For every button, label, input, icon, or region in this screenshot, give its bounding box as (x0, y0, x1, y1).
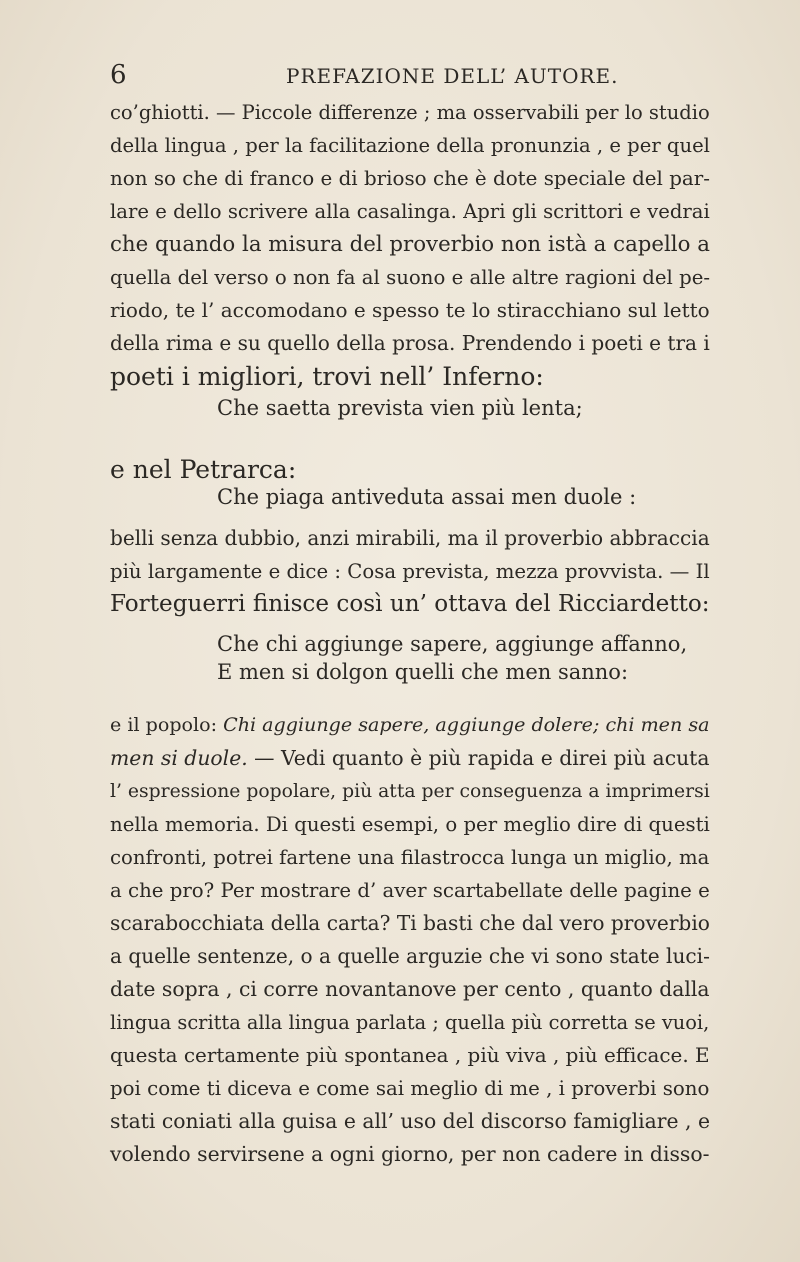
text-line: poeti i migliori, trovi nell’ Inferno: (110, 362, 544, 391)
paragraph-2 (110, 522, 710, 621)
running-title: PREFAZIONE DELL’ AUTORE. (286, 64, 619, 88)
text-line: della lingua , per la facilitazione della pronunzia , e per quel (110, 134, 710, 157)
text-line: lare e dello scrivere alla casalinga. Apri gli scrittori e vedrai (110, 200, 710, 223)
text-line: co’ghiotti. — Piccole differenze ; ma osservabili per lo studio (110, 101, 710, 124)
text-line: non so che di franco e di brioso che è dote speciale del par- (110, 167, 710, 190)
verse-quote-petrarca: Che piaga antiveduta assai men duole : (217, 485, 637, 509)
verse-line: E men si dolgon quelli che men sanno: (217, 660, 629, 684)
paragraph-3 (110, 709, 710, 1171)
page-header (110, 60, 710, 96)
proverb-italic: Chi aggiunge sapere, aggiunge dolere; chi men sa (223, 714, 710, 736)
text-line: poi come ti diceva e come sai meglio di me , i proverbi sono (110, 1077, 710, 1100)
text-line: date sopra , ci corre novantanove per cento , quanto dalla (110, 977, 710, 1001)
verse-quote-forteguerri (217, 630, 687, 686)
text-line: più largamente e dice : Cosa prevista, mezza provvista. — Il (110, 560, 710, 583)
text-line: questa certamente più spontanea , più viva , più efficace. E (110, 1043, 710, 1067)
text-line: scarabocchiata della carta? Ti basti che dal vero proverbio (110, 911, 710, 935)
proverb-italic: men si duole. (110, 746, 248, 770)
page-number: 6 (110, 60, 128, 90)
verse-quote-dante: Che saetta prevista vien più lenta; (217, 396, 583, 420)
text-line (110, 709, 710, 742)
text-fragment: e il popolo: (110, 714, 224, 736)
text-line: e nel Petrarca: (110, 455, 297, 484)
text-line: confronti, potrei fartene una filastrocca lunga un miglio, ma (110, 846, 710, 869)
verse-line: Che chi aggiunge sapere, aggiunge affanno, (217, 632, 688, 656)
connector-petrarca (110, 453, 710, 486)
text-line: riodo, te l’ accomodano e spesso te lo stiracchiano sul letto (110, 298, 710, 322)
text-line: che quando la misura del proverbio non istà a capello a (110, 232, 710, 257)
text-line: l’ espressione popolare, più atta per conseguenza a imprimersi (110, 781, 710, 802)
text-line: della rima e su quello della prosa. Prendendo i poeti e tra i (110, 331, 710, 355)
text-line: Forteguerri finisce così un’ ottava del Ricciardetto: (110, 591, 710, 617)
text-line: stati coniati alla guisa e all’ uso del discorso famigliare , e (110, 1109, 711, 1133)
text-line: lingua scritta alla lingua parlata ; quella più corretta se vuoi, (110, 1011, 710, 1034)
text-line (110, 742, 710, 775)
text-line: belli senza dubbio, anzi mirabili, ma il proverbio abbraccia (110, 526, 710, 550)
text-line: volendo servirsene a ogni giorno, per non cadere in disso- (110, 1142, 710, 1166)
text-line: a che pro? Per mostrare d’ aver scartabellate delle pagine e (110, 879, 710, 902)
text-line: a quelle sentenze, o a quelle arguzie che vi sono state luci- (110, 944, 710, 968)
text-fragment: — Vedi quanto è più rapida e direi più acuta (247, 746, 710, 770)
text-line: quella del verso o non fa al suono e alle altre ragioni del pe- (110, 266, 711, 289)
paragraph-1 (110, 96, 710, 393)
text-line: nella memoria. Di questi esempi, o per meglio dire di questi (110, 813, 710, 836)
